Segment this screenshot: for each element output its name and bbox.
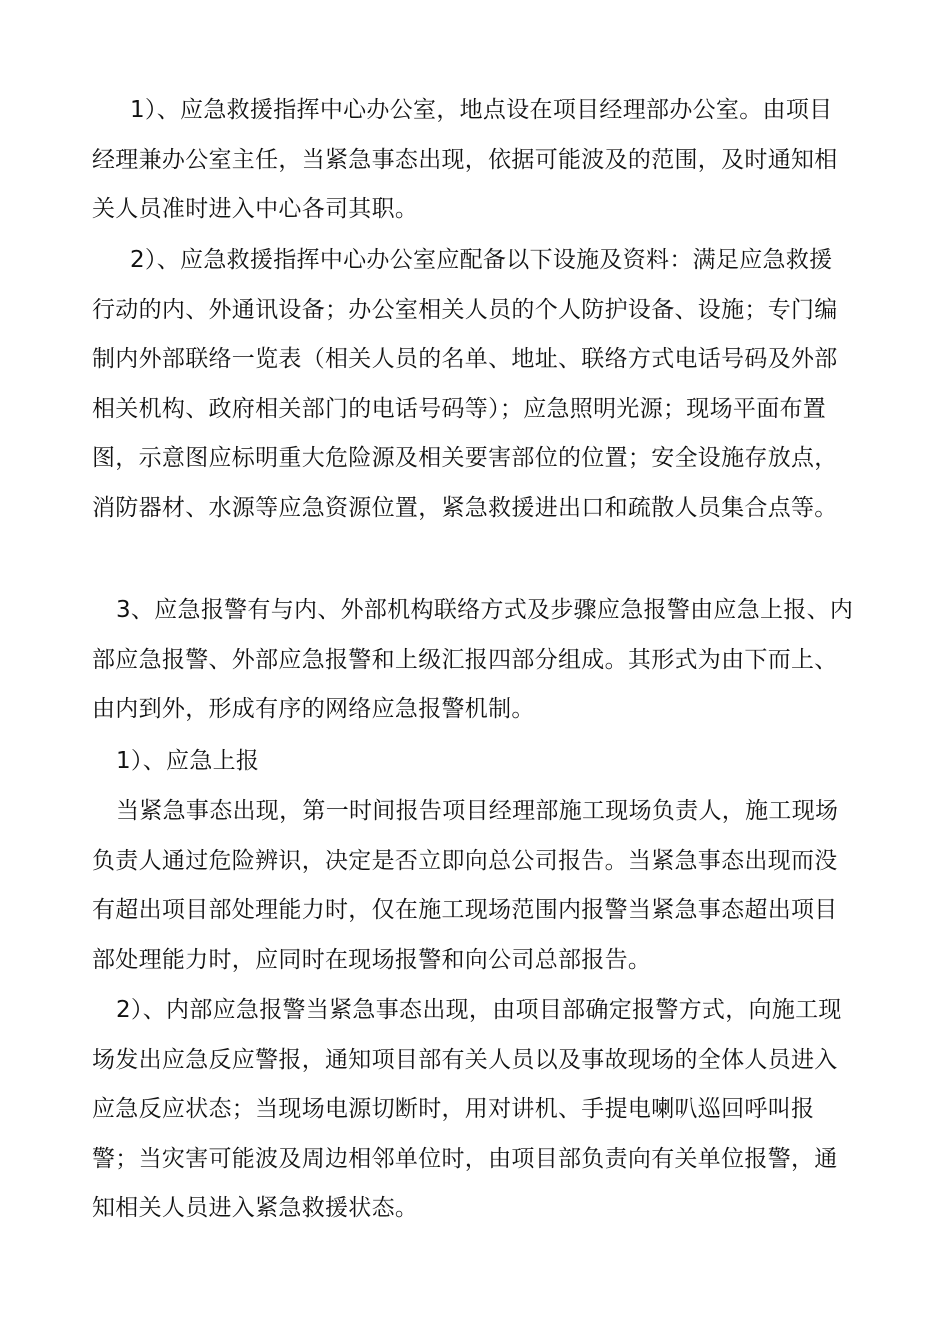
heading-emergency-report: 1）、应急上报 bbox=[116, 748, 260, 774]
paragraph-office-equipment: 2）、应急救援指挥中心办公室应配备以下设施及资料：满足应急救援行动的内、外通讯设备；办公室相关人员的个人防护设备、设施；专门编制内外部联络一览表（相关人员的名单、地址、联络方式电话号码及外部相关机构、政府相关部门的电话号码等）；应急照明光源；现场平面布置图，示意图应标明重大危险源及相关要害部位的位置；安全设施存放点，消防器材、水源等应急资源位置，紧急救援进出口和疏散人员集合点等。 bbox=[92, 247, 838, 521]
paragraph-command-center-office: 1）、应急救援指挥中心办公室，地点设在项目经理部办公室。由项目经理兼办公室主任，当紧急事态出现，依据可能波及的范围，及时通知相关人员准时进入中心各司其职。 bbox=[92, 97, 838, 222]
paragraph-report-procedure: 当紧急事态出现，第一时间报告项目经理部施工现场负责人，施工现场负责人通过危险辨识，决定是否立即向总公司报告。当紧急事态出现而没有超出项目部处理能力时，仅在施工现场范围内报警当紧急事态超出项目部处理能力时，应同时在现场报警和向公司总部报告。 bbox=[92, 798, 839, 973]
paragraph-internal-alarm: 2）、内部应急报警当紧急事态出现，由项目部确定报警方式，向施工现场发出应急反应警报，通知项目部有关人员以及事故现场的全体人员进入应急反应状态；当现场电源切断时，用对讲机、手提电喇叭巡回呼叫报警；当灾害可能波及周边相邻单位时，由项目部负责向有关单位报警，通知相关人员进入紧急救援状态。 bbox=[92, 997, 842, 1221]
paragraph-emergency-alarm: 3、应急报警有与内、外部机构联络方式及步骤应急报警由应急上报、内部应急报警、外部应急报警和上级汇报四部分组成。其形式为由下而上、由内到外，形成有序的网络应急报警机制。 bbox=[92, 597, 854, 722]
